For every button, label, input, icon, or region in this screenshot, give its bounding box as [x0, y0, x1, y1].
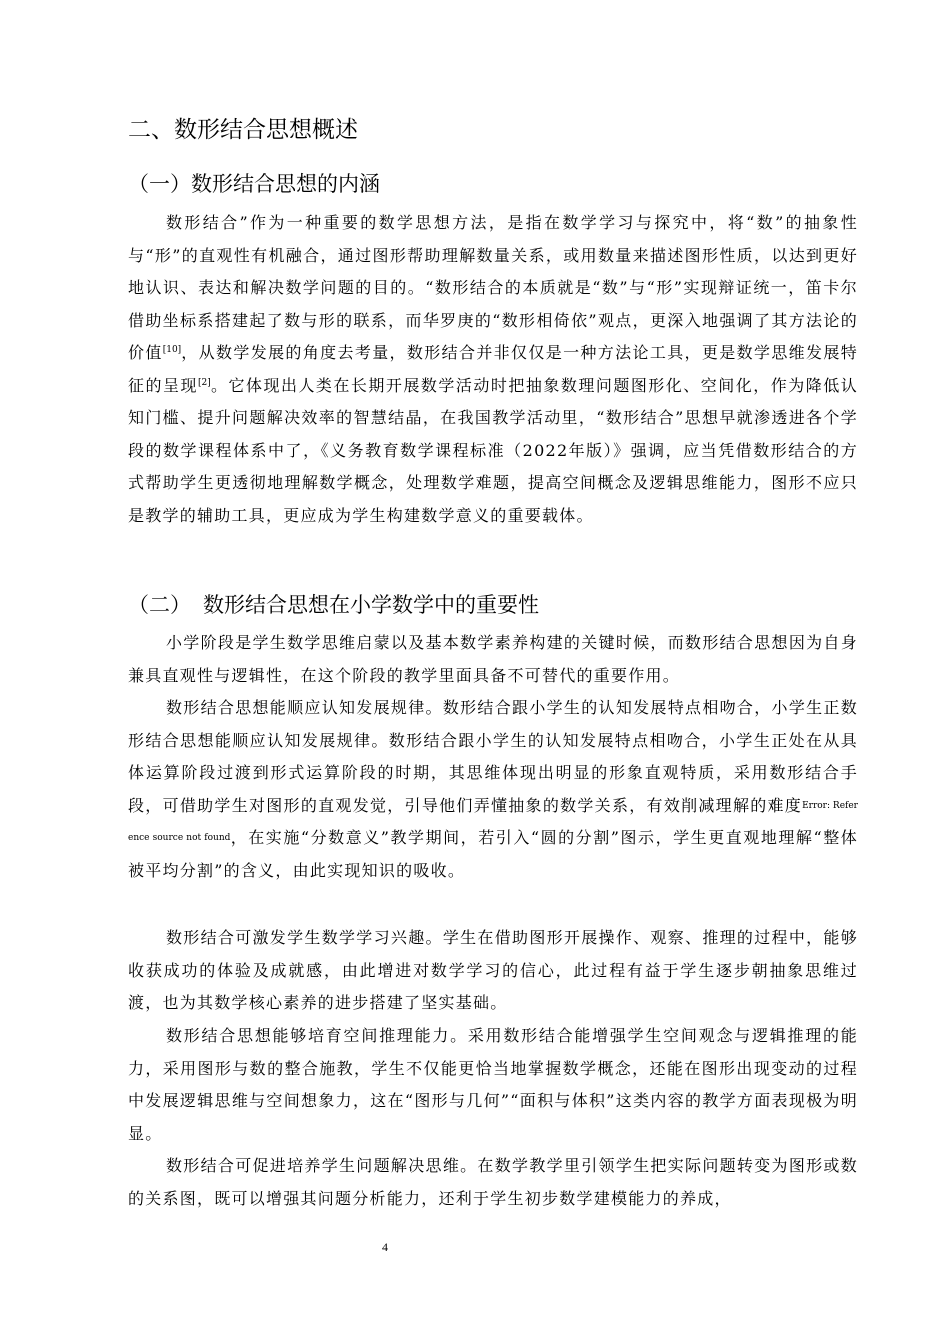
citation-10: [10]: [162, 345, 182, 355]
paragraph-interest: 数形结合可激发学生数学学习兴趣。学生在借助图形开展操作、观察、推理的过程中，能够收获成功的体验及成就感，由此增进对数学学习的信心，此过程有益于学生逐步朝抽象思维过渡，也为其数学核心素养的进步搭建了坚实基础。: [128, 928, 858, 1012]
subsection-heading-1: [128, 168, 858, 200]
page-number: 4: [382, 1240, 388, 1254]
subsection-number: （二）: [128, 593, 191, 617]
paragraph-problem-solving: 数形结合可促进培养学生问题解决思维。在数学教学里引领学生把实际问题转变为图形或数的关系图，既可以增强其问题分析能力，还利于学生初步数学建模能力的养成，: [128, 1156, 858, 1208]
paragraph-cognitive-law: [128, 692, 858, 887]
paragraph-text: 。它体现出人类在长期开展数学活动时把抽象数理问题图形化、空间化，作为降低认知门槛、提升问题解决效率的智慧结晶，在我国教学活动里，“数形结合”思想早就渗透进各个学段的数学课程体系中了，《义务教育数学课程标准（2022年版）》强调，应当凭借数形结合的方式帮助学生更透彻地理解数学概念，处理数学难题，提高空间概念及逻辑思维能力，图形不应只是教学的辅助工具，更应成为学生构建数学意义的重要载体。: [128, 375, 858, 525]
paragraph-text: 数形结合”作为一种重要的数学思想方法，是指在数学学习与探究中，将“数”的抽象性与“形”的直观性有机融合，通过图形帮助理解数量关系，或用数量来描述图形性质，以达到更好地认识、表达和解决数学问题的目的。“数形结合的本质就是“数”与“形”实现辩证统一，笛卡尔借助坐标系搭建起了数与形的联系，而华罗庚的“数形相倚依”观点，更深入地强调了其方法论的价值: [128, 213, 858, 362]
paragraph-importance-intro: 小学阶段是学生数学思维启蒙以及基本数学素养构建的关键时候，而数形结合思想因为自身兼具直观性与逻辑性，在这个阶段的教学里面具备不可替代的重要作用。: [128, 633, 858, 685]
reference-error: Error: Reference source not found: [128, 800, 858, 843]
paragraph-spatial-reasoning: 数形结合思想能够培育空间推理能力。采用数形结合能增强学生空间观念与逻辑推理的能力，采用图形与数的整合施教，学生不仅能更恰当地掌握数学概念，还能在图形出现变动的过程中发展逻辑思维与空间想象力，这在“图形与几何”“面积与体积”这类内容的教学方面表现极为明显。: [128, 1026, 858, 1143]
paragraph-text: ，从数学发展的角度去考量，数形结合并非仅仅是一种方法论工具，更是数学思维发展特征的呈现: [128, 343, 858, 395]
citation-2: [2]: [197, 377, 211, 388]
subsection-heading-2: [128, 589, 858, 621]
section-heading: 二、数形结合思想概述: [128, 117, 358, 143]
paragraph-connotation: [128, 207, 858, 532]
paragraph-text: 数形结合思想能顺应认知发展规律。数形结合跟小学生的认知发展特点相吻合，小学生正数形结合思想能顺应认知发展规律。数形结合跟小学生的认知发展特点相吻合，小学生正处在从具体运算阶段过渡到形式运算阶段的时期，其思维体现出明显的形象直观特质，采用数形结合手段，可借助学生对图形的直观发觉，引导他们弄懂抽象的数学关系，有效削减理解的难度: [128, 698, 858, 815]
paragraph-text: ，在实施“分数意义”教学期间，若引入“圆的分割”图示，学生更直观地理解“整体被平均分割”的含义，由此实现知识的吸收。: [128, 828, 859, 880]
subsection-title: 数形结合思想的内涵: [191, 172, 380, 196]
subsection-number: （一）: [128, 172, 191, 196]
subsection-title: 数形结合思想在小学数学中的重要性: [203, 593, 539, 617]
